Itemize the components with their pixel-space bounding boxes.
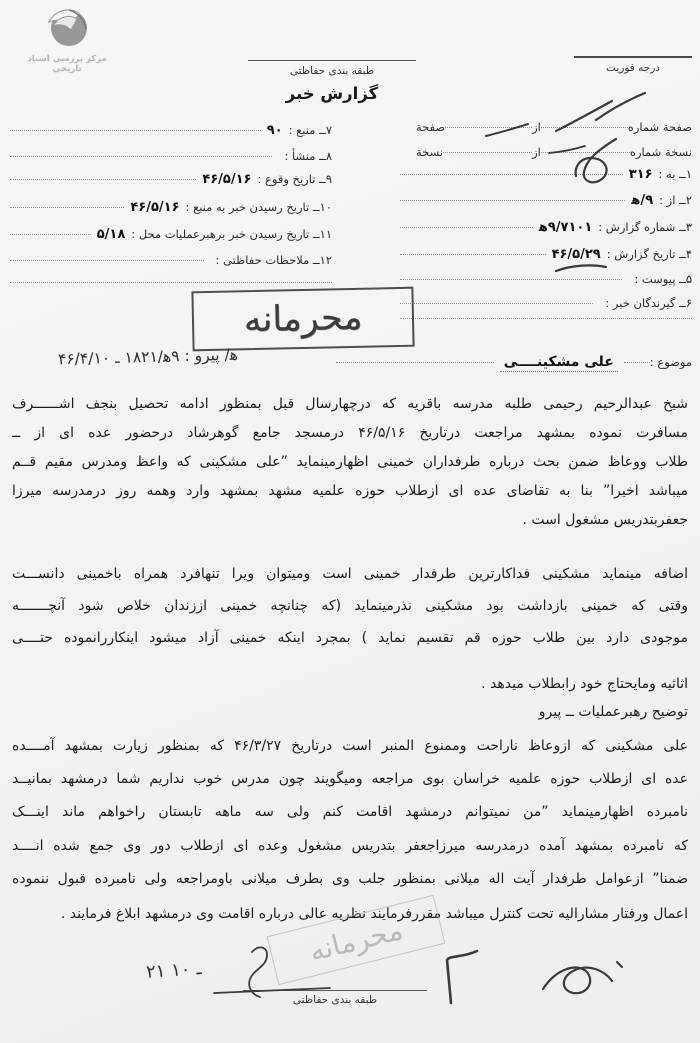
field-value: ۹/۷۱۰۱ﻫ: [538, 220, 593, 235]
dotted-leader: [445, 127, 532, 128]
subject-value: علی مشکینــــی: [500, 354, 618, 372]
field-from: [400, 193, 692, 208]
page-number-middle: از: [532, 120, 541, 134]
dotted-leader: [400, 174, 623, 175]
body-line: عده ای ازطلاب حوزه علمیه خراسان بوی مراجعه ومیگویند چون مدرس خوب نداریم شما درمشهد بمانیــد: [12, 771, 688, 787]
field-number: ۶: [685, 296, 692, 310]
body-line: وقتی که خمینی بازداشت بود مشکینی نذرمینماید (که چنانچه خمینی اززندان خلاص شود آنچـــــــه: [12, 598, 688, 614]
field-label: ــ تاریخ گزارش :: [606, 247, 686, 261]
field-label: ــ تاریخ رسیدن خبر برهبرعملیات محل :: [131, 227, 320, 241]
copy-number-middle: از: [532, 145, 541, 159]
body-line: طلاب ووعاظ ضمن بحث درباره طرفداران خمینی اظهارمینماید ”علی مشکینی که واعظ ومدرس مقیم قــم: [12, 454, 688, 470]
field-number: ۱۲: [319, 253, 332, 267]
field-origin: [10, 149, 332, 163]
field-number: ۹: [325, 172, 332, 186]
dotted-leader: [10, 260, 204, 261]
body-line: که نامبرده بمشهد آمده درمدرسه میرزاجعفر بتدریس مشغول وعده ای ازطلاب دور وی جمع شده انــــد: [12, 838, 688, 854]
dotted-leader: [10, 156, 272, 157]
watermark-caption: مرکز بررسی اسناد تاریخی: [27, 54, 107, 74]
subject-row: [336, 354, 692, 372]
field-number: ۲: [685, 193, 692, 207]
dotted-leader: [10, 207, 124, 208]
field-number: ۳: [685, 220, 692, 234]
body-line: ضمنا” ازعوامل طرفدار آیت اله میلانی بمنظور جلب وی بطرف میلانی باومراجعه ولی نامبرده قبول ننموده: [12, 871, 688, 887]
copy-number-prefix: نسخة شماره: [629, 145, 692, 159]
field-report-date: [400, 247, 692, 262]
form-title: گزارش خبر: [285, 84, 379, 103]
field-number: ۱۰: [319, 200, 332, 214]
field-to: [400, 167, 692, 182]
body-line: نامبرده اظهارمینماید ”من نمیتوانم درمشهد اقامت کنم ولی سه ماهه تابستان راخواهم ماند اینـــک: [12, 804, 688, 820]
field-security-notes: [10, 253, 332, 267]
body-line: مسافرت نموده بمشهد مراجعت درتاریخ ۴۶/۵/۱۶ درمسجد جامع گوهرشاد درحضور عده ای از ــ: [12, 425, 688, 441]
dotted-leader: [400, 200, 625, 201]
field-date-reached-ops: [10, 227, 332, 242]
field-attachment: [400, 272, 692, 286]
field-label: ــ گیرندگان خبر :: [605, 296, 686, 310]
handwritten-number: ۲۱ ـ ۱۰: [145, 958, 203, 983]
dotted-leader: [400, 254, 546, 255]
dotted-leader: [336, 362, 494, 363]
field-label: ــ از :: [659, 193, 686, 207]
faded-confidential-stamp: محرمانه: [267, 895, 446, 985]
field-source: [10, 123, 332, 138]
field-occurrence-date: [10, 172, 332, 187]
dotted-leader: [443, 152, 532, 153]
subject-label: موضوع :: [649, 355, 692, 369]
body-line: اثاثیه ومایحتاج خود رابطلاب میدهد .: [481, 676, 688, 692]
book-globe-icon: [39, 4, 95, 52]
handwritten-check-mark: [596, 93, 645, 120]
field-recipients: [400, 296, 692, 310]
page-number-prefix: صفحة شماره: [627, 120, 692, 134]
signature-dot: [617, 962, 622, 967]
field-value: ۹۰: [266, 123, 283, 138]
body-line: علی مشکینی که ازوعاظ ناراحت وممنوع المنبر است درتاریخ ۴۶/۳/۲۷ که بمنظور زیارت بمشهد آمــــده: [12, 738, 688, 754]
urgency-label: درجه فوریت: [574, 56, 692, 74]
field-number: ۴: [685, 247, 692, 261]
field-label: ــ به :: [658, 167, 686, 181]
handwritten-dash: [556, 265, 606, 271]
confidential-stamp: محرمانه: [191, 287, 414, 352]
body-line: اعمال ورفتار مشارالیه تحت کنترل میباشد مقررفرمایند نظریه عالی درباره اقامت وی درمشهد ابلاغ فرمایند .: [60, 906, 688, 922]
field-value: ۳۱۶: [628, 167, 653, 182]
signature-scribble: [543, 967, 612, 993]
field-number: ۱: [685, 167, 692, 181]
dotted-leader: [624, 362, 650, 363]
dotted-leader: [400, 279, 622, 280]
classification-bottom: طبقه بندی حفاظتی: [243, 990, 427, 1006]
ops-leader-note-title: توضیح رهبرعملیات ــ پیرو: [538, 704, 688, 720]
field-value: ۴۶/۵/۱۶: [202, 172, 252, 187]
body-line: موجودی دارد بین طلاب حوزه قم تقسیم نماید ) بمجرد اینکه خمینی آزاد میشود اینکاررانموده حتــــی: [12, 630, 688, 646]
field-label: ــ تاریخ وقوع :: [257, 172, 326, 186]
field-number: ۸: [325, 149, 332, 163]
body-line: میباشد اخیرا” بنا به تقاضای عده ای ازطلاب حوزه علمیه مشهد بمشهد وارد وهمه روز درمدرسه میرزا: [12, 483, 688, 499]
copy-number-row: [416, 145, 692, 159]
field-label: ــ منبع :: [288, 123, 326, 137]
dotted-rule: [10, 282, 332, 283]
field-number: ۷: [325, 123, 332, 137]
field-report-number: [400, 220, 692, 235]
field-value: ۵/۱۸: [96, 227, 126, 242]
body-line: جعفربتدریس مشغول است .: [522, 512, 688, 528]
field-label: ــ ملاحظات حفاظتی :: [215, 253, 320, 267]
handwritten-reference-note: ﻫ/ پیرو : ۹ﻫ/۱۸۲۱ ـ ۴۶/۴/۱۰: [57, 345, 239, 369]
field-number: ۱۱: [319, 227, 332, 241]
field-label: ــ منشأ :: [284, 149, 326, 163]
classification-top: طبقه بندی حفاظتی: [248, 60, 416, 77]
field-value: ۹/ﻫ: [631, 193, 654, 208]
field-label: ــ تاریخ رسیدن خبر به منبع :: [185, 200, 320, 214]
handwritten-bracket-mark: [447, 951, 477, 1003]
page-number-row: [416, 120, 692, 134]
page-number-suffix: صفحة: [416, 120, 446, 134]
field-value: ۴۶/۵/۲۹: [551, 247, 601, 262]
dotted-leader: [10, 234, 91, 235]
dotted-leader: [10, 130, 261, 131]
dotted-leader: [541, 152, 630, 153]
dotted-leader: [541, 127, 628, 128]
field-label: ــ شماره گزارش :: [598, 220, 686, 234]
copy-number-suffix: نسخة: [415, 145, 444, 159]
field-number: ۵: [685, 272, 692, 286]
field-date-reached-source: [10, 200, 332, 215]
dotted-rule: [400, 318, 692, 319]
dotted-leader: [400, 227, 533, 228]
body-line: شیخ عبدالرحیم رحیمی طلبه مدرسه باقریه که درچهارسال قبل بمنظور ادامه تحصیل بنجف اشــــــرف: [12, 396, 688, 412]
archive-watermark: [12, 4, 122, 74]
dotted-leader: [400, 303, 593, 304]
dotted-leader: [10, 179, 196, 180]
body-line: اضافه مینماید مشکینی فداکارترین طرفدار خمینی است ومیتوان ویرا تنهافرد همراه باخمینی دانســـت: [12, 566, 688, 582]
field-label: ــ پیوست :: [634, 272, 686, 286]
field-value: ۴۶/۵/۱۶: [130, 200, 180, 215]
